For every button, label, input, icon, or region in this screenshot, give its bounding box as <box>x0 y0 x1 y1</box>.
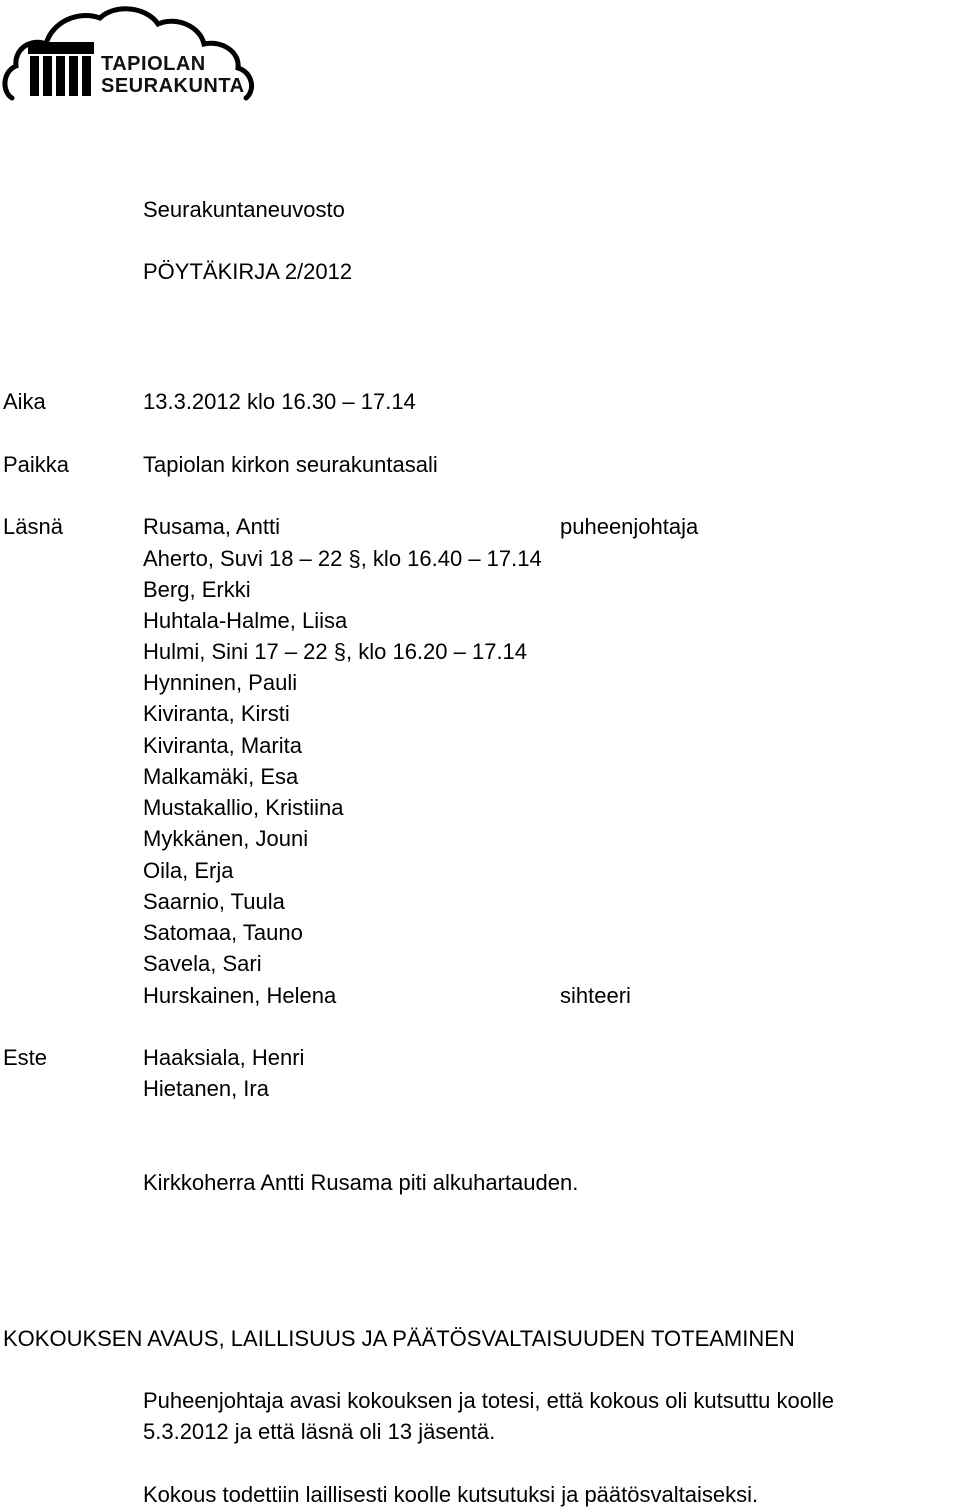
attendee-name: Mykkänen, Jouni <box>143 826 309 851</box>
tapiolan-seurakunta-logo <box>0 0 260 110</box>
attendee-name: Hulmi, Sini 17 – 22 §, klo 16.20 – 17.14 <box>143 639 528 664</box>
attendee-name: Saarnio, Tuula <box>143 889 285 914</box>
attendee-name: Rusama, Antti <box>143 514 280 539</box>
attendee-role: puheenjohtaja <box>560 514 699 539</box>
place-value: Tapiolan kirkon seurakuntasali <box>143 452 438 477</box>
section-heading: KOKOUKSEN AVAUS, LAILLISUUS JA PÄÄTÖSVALTAISUUDEN TOTEAMINEN <box>3 1326 795 1351</box>
logo-line-2: SEURAKUNTA <box>101 75 245 97</box>
absent-name: Haaksiala, Henri <box>143 1045 305 1070</box>
document-title: PÖYTÄKIRJA 2/2012 <box>143 259 353 284</box>
attendee-name: Huhtala-Halme, Liisa <box>143 608 348 633</box>
paragraph-line: Kokous todettiin laillisesti koolle kutsutuksi ja päätösvaltaiseksi. <box>143 1482 759 1507</box>
attendee-name: Satomaa, Tauno <box>143 920 303 945</box>
paragraph-line: Puheenjohtaja avasi kokouksen ja totesi, että kokous oli kutsuttu koolle <box>143 1388 834 1413</box>
attendee-name: Aherto, Suvi 18 – 22 §, klo 16.40 – 17.14 <box>143 546 542 571</box>
attendee-name: Hurskainen, Helena <box>143 983 337 1008</box>
time-label: Aika <box>3 389 46 414</box>
attendee-name: Mustakallio, Kristiina <box>143 795 344 820</box>
attendee-name: Kiviranta, Marita <box>143 733 302 758</box>
attendee-name: Kiviranta, Kirsti <box>143 701 290 726</box>
devotion-note: Kirkkoherra Antti Rusama piti alkuhartauden. <box>143 1170 579 1195</box>
attendee-name: Malkamäki, Esa <box>143 764 299 789</box>
attendee-name: Hynninen, Pauli <box>143 670 298 695</box>
organ-name: Seurakuntaneuvosto <box>143 197 345 222</box>
place-label: Paikka <box>3 452 70 477</box>
attendee-role: sihteeri <box>560 983 631 1008</box>
present-label: Läsnä <box>3 514 63 539</box>
attendee-name: Berg, Erkki <box>143 577 251 602</box>
absent-label: Este <box>3 1045 48 1070</box>
attendee-name: Oila, Erja <box>143 858 234 883</box>
attendee-name: Savela, Sari <box>143 951 262 976</box>
time-value: 13.3.2012 klo 16.30 – 17.14 <box>143 389 416 414</box>
absent-name: Hietanen, Ira <box>143 1076 269 1101</box>
paragraph-line: 5.3.2012 ja että läsnä oli 13 jäsentä. <box>143 1419 496 1444</box>
logo-line-1: TAPIOLAN <box>101 53 206 75</box>
